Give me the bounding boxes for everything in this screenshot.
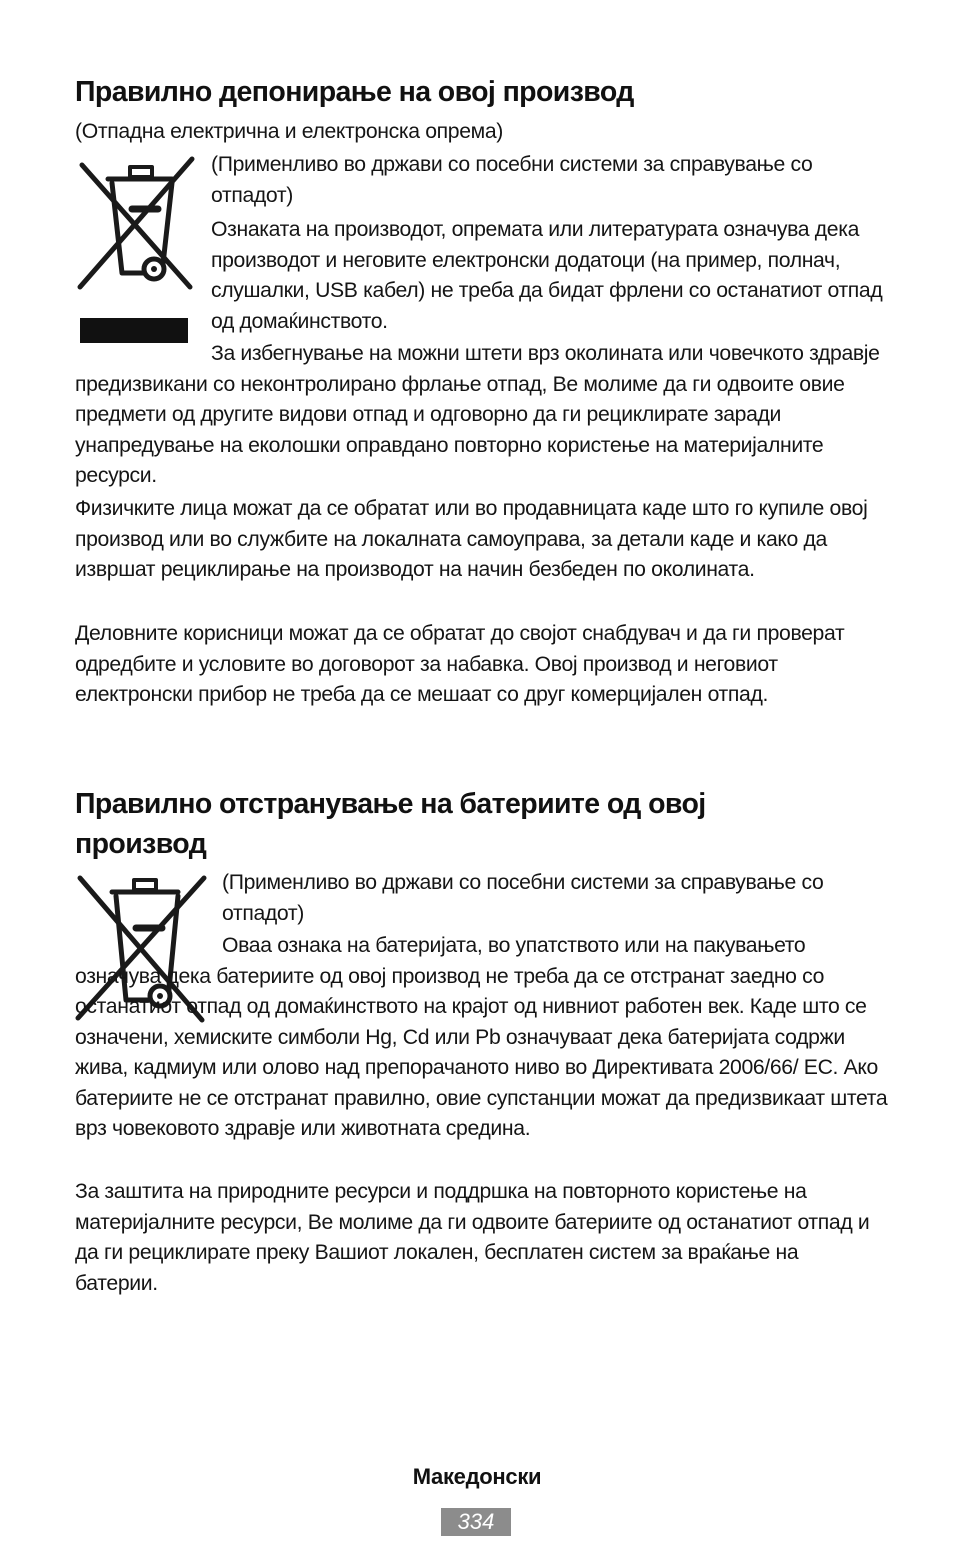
section1-heading: Правилно депонирање на овој производ (75, 76, 634, 108)
section2-heading: Правилно отстранување на батериите од овој производ (75, 788, 706, 860)
section1-paragraph-marking: Ознаката на производот, опремата или литературата означува дека производот и неговите електронски додатоци (на пример, полнач, слушалки, USB кабел) не треба да бидат фрлени со останатиот отпад од домаќинството. (211, 218, 883, 333)
section1-applicability: (Применливо во држави со посебни системи за справување со отпадот) (211, 153, 813, 207)
section1-paragraph-business: Деловните корисници можат да се обратат до својот снабдувач и да ги проверат одредбите и условите во договорот за набавка. Овој производ и неговиот електронски прибор не треба да се мешаат со друг комерцијален отпад. (75, 622, 845, 706)
page-number: 334 (441, 1508, 511, 1536)
section2-paragraph-recycling: За заштита на природните ресурси и поддршка на повторното користење на материјалните ресурси, Ве молиме да ги одвоите батериите од останатиот отпад и да ги рециклирате преку Вашиот локален, бесплатен систем за враќање на батерии. (75, 1180, 870, 1295)
section2-applicability: (Применливо во држави со посебни системи за справување со отпадот) (222, 871, 824, 925)
section1-paragraph-households: Физичките лица можат да се обратат или во продавницата каде што го купиле овој производ или во службите на локалната самоуправа, за детали каде и како да извршат рециклирање на производот на начин безбеден по околината. (75, 497, 868, 581)
crossed-out-wheelie-bin-icon (74, 155, 200, 293)
section1-subtitle: (Отпадна електрична и електронска опрема) (75, 120, 504, 143)
footer-language: Македонски (412, 1464, 542, 1489)
section1-paragraph-environment: За избегнување на можни штети врз околината или човечкото здравје предизвикани со неконтролирано фрлање отпад, Ве молиме да ги одвоите овие предмети од другите видови отпад и одговорно да ги рециклирате заради унапредување на еколошки оправдано повторно користење на материјалните ресурси. (75, 342, 880, 487)
section2-paragraph-battery-marking: Оваа ознака на батеријата, во упатството или на пакувањето означува дека батериите од овој производ не треба да се отстранат заедно со останатиот отпад од домаќинството на крајот од нивниот работен век. Каде што се означени, хемиските симболи Hg, Cd или Pb означуваат дека батеријата содржи жива, кадмиум или олово над препорачаното ниво во Директивата 2006/66/ ЕС. Ако батериите не се отстранат правилно, овие супстанции можат да предизвикаат штета врз човековото здравје или животната средина. (75, 934, 888, 1140)
